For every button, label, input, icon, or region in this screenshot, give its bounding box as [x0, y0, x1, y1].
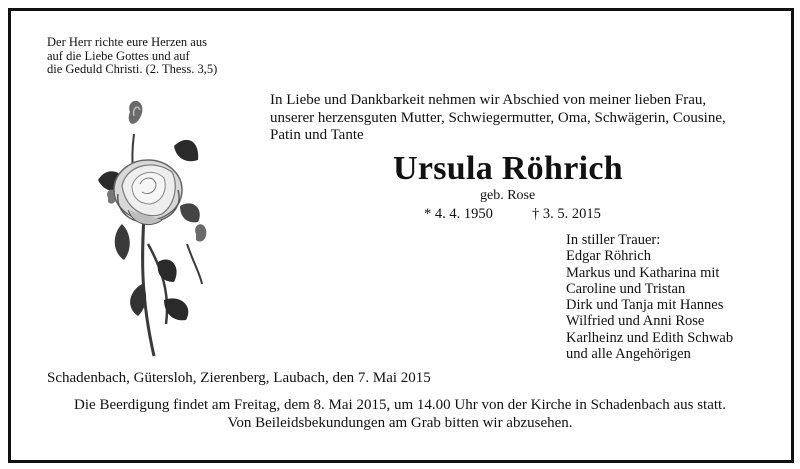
mourner-line: Caroline und Tristan: [566, 280, 686, 297]
farewell-line: Patin und Tante: [270, 127, 364, 143]
farewell-text: [270, 92, 770, 145]
farewell-line: unserer herzensguten Mutter, Schwiegermutter, Oma, Schwägerin, Cousine,: [270, 109, 726, 126]
bible-verse: [47, 36, 257, 77]
deceased-name: Ursula Röhrich: [393, 150, 623, 187]
maiden-name: geb. Rose: [480, 188, 536, 203]
mourner-line: Edgar Röhrich: [566, 248, 651, 265]
mourner-line: Markus und Katharina mit: [566, 264, 720, 281]
mourner-line: Wilfried und Anni Rose: [566, 313, 705, 330]
verse-line: Der Herr richte eure Herzen aus: [47, 35, 207, 49]
mourner-line: Dirk und Tanja mit Hannes: [566, 297, 724, 314]
mourners-list: [566, 232, 766, 362]
verse-line: auf die Liebe Gottes und auf: [47, 48, 190, 63]
birth-date: * 4. 4. 1950: [424, 206, 493, 222]
rose-illustration-icon: [82, 94, 232, 364]
mourners-heading: In stiller Trauer:: [566, 232, 661, 248]
mourner-line: und alle Angehörigen: [566, 346, 691, 363]
funeral-line: Von Beileidsbekundungen am Grab bitten wir abzusehen.: [227, 415, 573, 431]
funeral-info: [0, 396, 800, 432]
farewell-line: In Liebe und Dankbarkeit nehmen wir Abschied von meiner lieben Frau,: [270, 92, 707, 108]
verse-line: die Geduld Christi. (2. Thess. 3,5): [47, 62, 218, 76]
death-date: † 3. 5. 2015: [532, 206, 601, 222]
place-date: Schadenbach, Gütersloh, Zierenberg, Laubach, den 7. Mai 2015: [47, 370, 431, 386]
mourner-line: Karlheinz und Edith Schwab: [566, 329, 734, 346]
funeral-line: Die Beerdigung findet am Freitag, dem 8. Mai 2015, um 14.00 Uhr von der Kirche in Schadenbach aus statt.: [74, 397, 726, 413]
